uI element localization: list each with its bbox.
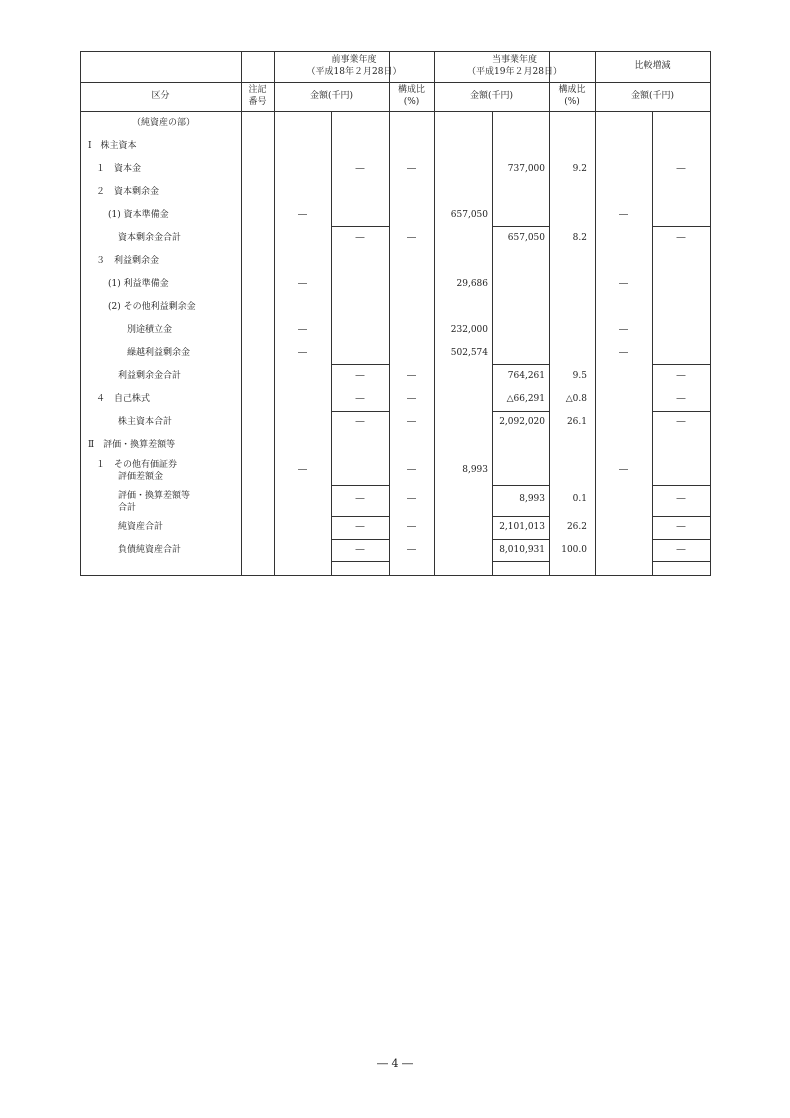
section-label: （純資産の部）	[132, 118, 196, 128]
table-border-right	[710, 51, 711, 576]
row-label: Ⅰ 株主資本	[88, 141, 137, 151]
amount-prev-header: 金額(千円)	[309, 91, 354, 101]
row-label: ４ 自己株式	[96, 394, 151, 404]
prev-period-header	[274, 54, 434, 78]
curr-total-cell: 2,101,013	[499, 522, 545, 532]
curr-total-cell: 657,050	[507, 233, 545, 243]
amount-curr-header: 金額(千円)	[469, 91, 514, 101]
prev-sub-cell: ―	[298, 279, 307, 289]
prev-sub-cell: ―	[298, 348, 307, 358]
subtotal-rule	[652, 411, 710, 412]
subtotal-rule	[652, 364, 710, 365]
diff-total-cell: ―	[676, 164, 686, 174]
table-border-left	[80, 51, 81, 576]
subtotal-rule	[331, 485, 389, 486]
ratio-curr-line1: 構成比	[558, 85, 586, 95]
curr-ratio-cell: 9.5	[572, 371, 587, 381]
header-divider	[80, 82, 711, 83]
column-divider	[331, 111, 332, 576]
prev-total-cell: ―	[355, 417, 365, 427]
curr-period-title: 当事業年度	[491, 55, 537, 65]
prev-ratio-cell: ―	[407, 371, 416, 381]
row-label: ２ 資本剰余金	[96, 187, 160, 197]
column-divider	[652, 111, 653, 576]
header-divider	[80, 111, 711, 112]
diff-total-cell: ―	[676, 545, 686, 555]
prev-sub-cell: ―	[298, 210, 307, 220]
curr-sub-cell: 29,686	[456, 279, 488, 289]
curr-ratio-cell: 9.2	[572, 164, 587, 174]
comparison-header: 比較増減	[634, 61, 671, 71]
ratio-prev-header	[389, 84, 434, 108]
row-label: 純資産合計	[118, 522, 164, 532]
diff-total-cell: ―	[676, 371, 686, 381]
curr-total-cell: 737,000	[507, 164, 545, 174]
curr-ratio-cell: 100.0	[561, 545, 587, 555]
page-number: ― 4 ―	[377, 1057, 413, 1070]
curr-ratio-cell: △0.8	[565, 394, 587, 404]
row-label: １ 資本金	[96, 164, 142, 174]
row-label: (1) 利益準備金	[108, 279, 169, 289]
curr-sub-cell: 502,574	[450, 348, 488, 358]
prev-total-cell: ―	[355, 545, 365, 555]
row-label: Ⅱ 評価・換算差額等	[88, 440, 176, 450]
ratio-curr-header	[549, 84, 595, 108]
diff-total-cell: ―	[676, 522, 686, 532]
subtotal-rule	[652, 226, 710, 227]
subtotal-rule	[652, 561, 710, 562]
subtotal-rule	[331, 226, 389, 227]
subtotal-rule	[492, 516, 549, 517]
column-divider	[492, 111, 493, 576]
row-label: 利益剰余金合計	[118, 371, 182, 381]
curr-sub-cell: 232,000	[450, 325, 488, 335]
row-label-line1: 評価・換算差額等	[118, 491, 191, 501]
diff-sub-cell: ―	[619, 348, 628, 358]
prev-ratio-cell: ―	[407, 164, 416, 174]
prev-total-cell: ―	[355, 394, 365, 404]
diff-sub-cell: ―	[619, 465, 628, 475]
row-label: (1) 資本準備金	[108, 210, 169, 220]
amount-diff-header: 金額(千円)	[630, 91, 675, 101]
note-number-header	[241, 84, 274, 108]
prev-ratio-cell: ―	[407, 522, 416, 532]
curr-ratio-cell: 8.2	[572, 233, 587, 243]
table-border-bottom	[80, 575, 711, 576]
column-divider	[434, 51, 435, 576]
prev-ratio-cell: ―	[407, 417, 416, 427]
balance-sheet-table	[80, 51, 711, 576]
subtotal-rule	[331, 516, 389, 517]
diff-sub-cell: ―	[619, 325, 628, 335]
diff-total-cell: ―	[676, 233, 686, 243]
ratio-curr-line2: (%)	[564, 97, 580, 107]
curr-total-cell: 764,261	[507, 371, 545, 381]
prev-total-cell: ―	[355, 164, 365, 174]
row-label: ３ 利益剰余金	[96, 256, 160, 266]
diff-sub-cell: ―	[619, 210, 628, 220]
prev-ratio-cell: ―	[407, 233, 416, 243]
subtotal-rule	[331, 364, 389, 365]
subtotal-rule	[652, 485, 710, 486]
subtotal-rule	[492, 364, 549, 365]
prev-ratio-cell: ―	[407, 465, 416, 475]
subtotal-rule	[492, 226, 549, 227]
note-header-line2: 番号	[248, 97, 267, 107]
curr-period-date: （平成19年２月28日）	[467, 67, 562, 77]
ratio-prev-line2: (%)	[403, 97, 420, 107]
note-header-line1: 注記	[248, 85, 267, 95]
diff-total-cell: ―	[676, 494, 686, 504]
ratio-prev-line1: 構成比	[397, 85, 425, 95]
column-divider	[595, 51, 596, 576]
subtotal-rule	[492, 411, 549, 412]
column-divider	[274, 51, 275, 576]
subtotal-rule	[652, 539, 710, 540]
column-divider	[241, 51, 242, 576]
curr-total-cell: 2,092,020	[499, 417, 545, 427]
curr-sub-cell: 657,050	[450, 210, 488, 220]
curr-period-header	[434, 54, 595, 78]
prev-ratio-cell: ―	[407, 494, 416, 504]
curr-total-cell: 8,993	[519, 494, 545, 504]
subtotal-rule	[331, 411, 389, 412]
curr-sub-cell: 8,993	[462, 465, 488, 475]
subtotal-rule	[492, 539, 549, 540]
subtotal-rule	[652, 516, 710, 517]
prev-total-cell: ―	[355, 233, 365, 243]
row-label: 繰越利益剰余金	[127, 348, 191, 358]
prev-total-cell: ―	[355, 522, 365, 532]
row-label-line2: 合計	[118, 503, 137, 513]
table-border-top	[80, 51, 711, 52]
curr-total-cell: △66,291	[506, 394, 545, 404]
subtotal-rule	[492, 485, 549, 486]
curr-ratio-cell: 26.1	[566, 417, 587, 427]
prev-ratio-cell: ―	[407, 545, 416, 555]
curr-total-cell: 8,010,931	[499, 545, 545, 555]
row-label-line1: １ その他有価証券	[96, 460, 178, 470]
prev-sub-cell: ―	[298, 465, 307, 475]
diff-total-cell: ―	[676, 417, 686, 427]
diff-total-cell: ―	[676, 394, 686, 404]
row-label: 株主資本合計	[118, 417, 173, 427]
subtotal-rule	[331, 561, 389, 562]
prev-total-cell: ―	[355, 371, 365, 381]
subtotal-rule	[492, 561, 549, 562]
curr-ratio-cell: 0.1	[572, 494, 587, 504]
prev-ratio-cell: ―	[407, 394, 416, 404]
prev-total-cell: ―	[355, 494, 365, 504]
row-label: 負債純資産合計	[118, 545, 182, 555]
category-header: 区分	[151, 91, 170, 101]
row-label: (2) その他利益剰余金	[108, 302, 196, 312]
curr-ratio-cell: 26.2	[566, 522, 587, 532]
row-label: 別途積立金	[127, 325, 173, 335]
diff-sub-cell: ―	[619, 279, 628, 289]
row-label-line2: 評価差額金	[118, 472, 164, 482]
subtotal-rule	[331, 539, 389, 540]
prev-period-date: （平成18年２月28日）	[306, 67, 402, 77]
prev-sub-cell: ―	[298, 325, 307, 335]
row-label: 資本剰余金合計	[118, 233, 182, 243]
prev-period-title: 前事業年度	[331, 55, 377, 65]
